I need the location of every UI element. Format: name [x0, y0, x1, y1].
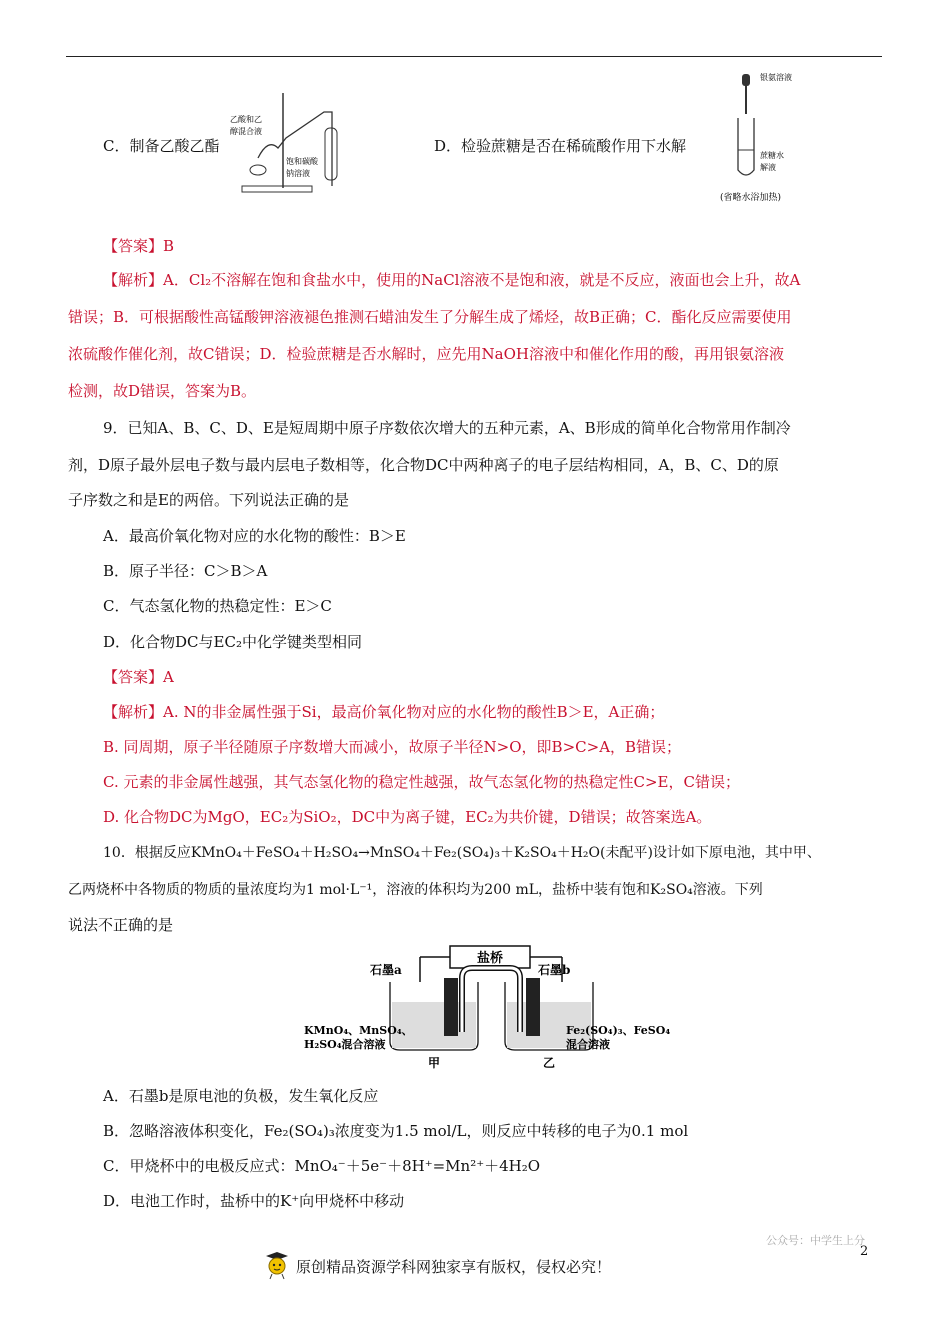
- q8-analysis-line-3: 浓硫酸作催化剂，故C错误；D．检验蔗糖是否水解时，应先用NaOH溶液中和催化作用的酸，再用银氨溶液: [68, 345, 784, 363]
- watermark-text: 公众号：中学生上分: [766, 1234, 865, 1247]
- fig-d-label-3: 解液: [760, 163, 776, 172]
- q8-analysis-line-4: 检测，故D错误，答案为B。: [68, 382, 257, 400]
- q10-option-a: A．石墨b是原电池的负极，发生氧化反应: [103, 1087, 379, 1105]
- q9-answer: 【答案】A: [103, 668, 174, 686]
- q8-option-c: C．制备乙酸乙酯: [103, 137, 220, 155]
- q10-stem-line-1: 10．根据反应KMnO₄＋FeSO₄＋H₂SO₄→MnSO₄＋Fe₂(SO₄)₃＋K₂SO₄＋H₂O(未配平)设计如下原电池，其中甲、: [103, 845, 821, 861]
- q9-stem-line-3: 子序数之和是E的两倍。下列说法正确的是: [68, 491, 349, 509]
- fig-d-label-4: (省略水浴加热): [720, 193, 782, 203]
- left-solution-label-2: H₂SO₄混合溶液: [304, 1038, 386, 1051]
- electrode-a-label: 石墨a: [370, 963, 402, 977]
- q9-stem-line-1: 9．已知A、B、C、D、E是短周期中原子序数依次增大的五种元素，A、B形成的简单化合物常用作制冷: [103, 419, 791, 437]
- esterification-apparatus-figure: [228, 88, 348, 198]
- fig-c-label-4: 钠溶液: [286, 169, 310, 178]
- fig-d-label-2: 蔗糖水: [760, 151, 784, 160]
- q10-stem-line-3: 说法不正确的是: [68, 916, 174, 934]
- q10-stem-line-2: 乙两烧杯中各物质的物质的量浓度均为1 mol·L⁻¹，溶液的体积均为200 mL，盐桥中装有饱和K₂SO₄溶液。下列: [68, 882, 763, 898]
- copyright-notice: 原创精品资源学科网独家享有版权，侵权必究！: [296, 1258, 612, 1276]
- q8-analysis-line-1: 【解析】A．Cl₂不溶解在饱和食盐水中，使用的NaCl溶液不是饱和液，就是不反应，液面也会上升，故A: [103, 271, 801, 289]
- fig-c-label-3: 饱和碳酸: [286, 157, 318, 166]
- galvanic-cell-figure: [300, 942, 690, 1072]
- left-solution-label-1: KMnO₄、MnSO₄、: [304, 1024, 413, 1037]
- q9-option-d: D．化合物DC与EC₂中化学键类型相同: [103, 633, 362, 651]
- beaker-right-label: 乙: [542, 1056, 556, 1070]
- q9-option-a: A．最高价氧化物对应的水化物的酸性：B＞E: [103, 527, 406, 545]
- q9-option-b: B．原子半径：C＞B＞A: [103, 562, 268, 580]
- beaker-left-label: 甲: [427, 1056, 441, 1070]
- q10-option-c: C．甲烧杯中的电极反应式：MnO₄⁻＋5e⁻＋8H⁺=Mn²⁺＋4H₂O: [103, 1157, 541, 1175]
- q9-analysis-line-3: C. 元素的非金属性越强，其气态氢化物的稳定性越强，故气态氢化物的热稳定性C>E，C错误；: [103, 773, 740, 791]
- sucrose-hydrolysis-figure: [720, 70, 830, 210]
- q9-analysis-line-2: B. 同周期，原子半径随原子序数增大而减小，故原子半径N>O，即B>C>A，B错误；: [103, 738, 682, 756]
- q10-option-b: B．忽略溶液体积变化，Fe₂(SO₄)₃浓度变为1.5 mol/L，则反应中转移的电子为0.1 mol: [103, 1122, 689, 1140]
- q9-stem-line-2: 剂，D原子最外层电子数与最内层电子数相等，化合物DC中两种离子的电子层结构相同，A，B、C、D的原: [68, 456, 779, 474]
- q8-analysis-line-2: 错误；B．可根据酸性高锰酸钾溶液褪色推测石蜡油发生了分解生成了烯烃，故B正确；C．酯化反应需要使用: [68, 308, 792, 326]
- q9-analysis-line-4: D. 化合物DC为MgO，EC₂为SiO₂，DC中为离子键，EC₂为共价键，D错误；故答案选A。: [103, 808, 712, 826]
- electrode-b-label: 石墨b: [538, 963, 571, 977]
- q9-analysis-line-1: 【解析】A. N的非金属性强于Si，最高价氧化物对应的水化物的酸性B＞E，A正确；: [103, 703, 665, 721]
- salt-bridge-label: 盐桥: [476, 951, 504, 966]
- q9-option-c: C．气态氢化物的热稳定性：E＞C: [103, 597, 332, 615]
- q10-option-d: D．电池工作时，盐桥中的K⁺向甲烧杯中移动: [103, 1192, 405, 1210]
- right-solution-label-1: Fe₂(SO₄)₃、FeSO₄: [566, 1024, 671, 1037]
- right-solution-label-2: 混合溶液: [566, 1038, 610, 1051]
- q8-answer: 【答案】B: [103, 237, 175, 255]
- fig-c-label-1: 乙酸和乙: [230, 115, 262, 124]
- header-rule: [66, 56, 882, 57]
- mascot-logo-icon: [262, 1250, 292, 1280]
- q8-option-d: D．检验蔗糖是否在稀硫酸作用下水解: [434, 137, 687, 155]
- page-number: 2: [860, 1244, 869, 1259]
- fig-d-label-1: 银氨溶液: [760, 73, 792, 82]
- fig-c-label-2: 醇混合液: [230, 127, 262, 136]
